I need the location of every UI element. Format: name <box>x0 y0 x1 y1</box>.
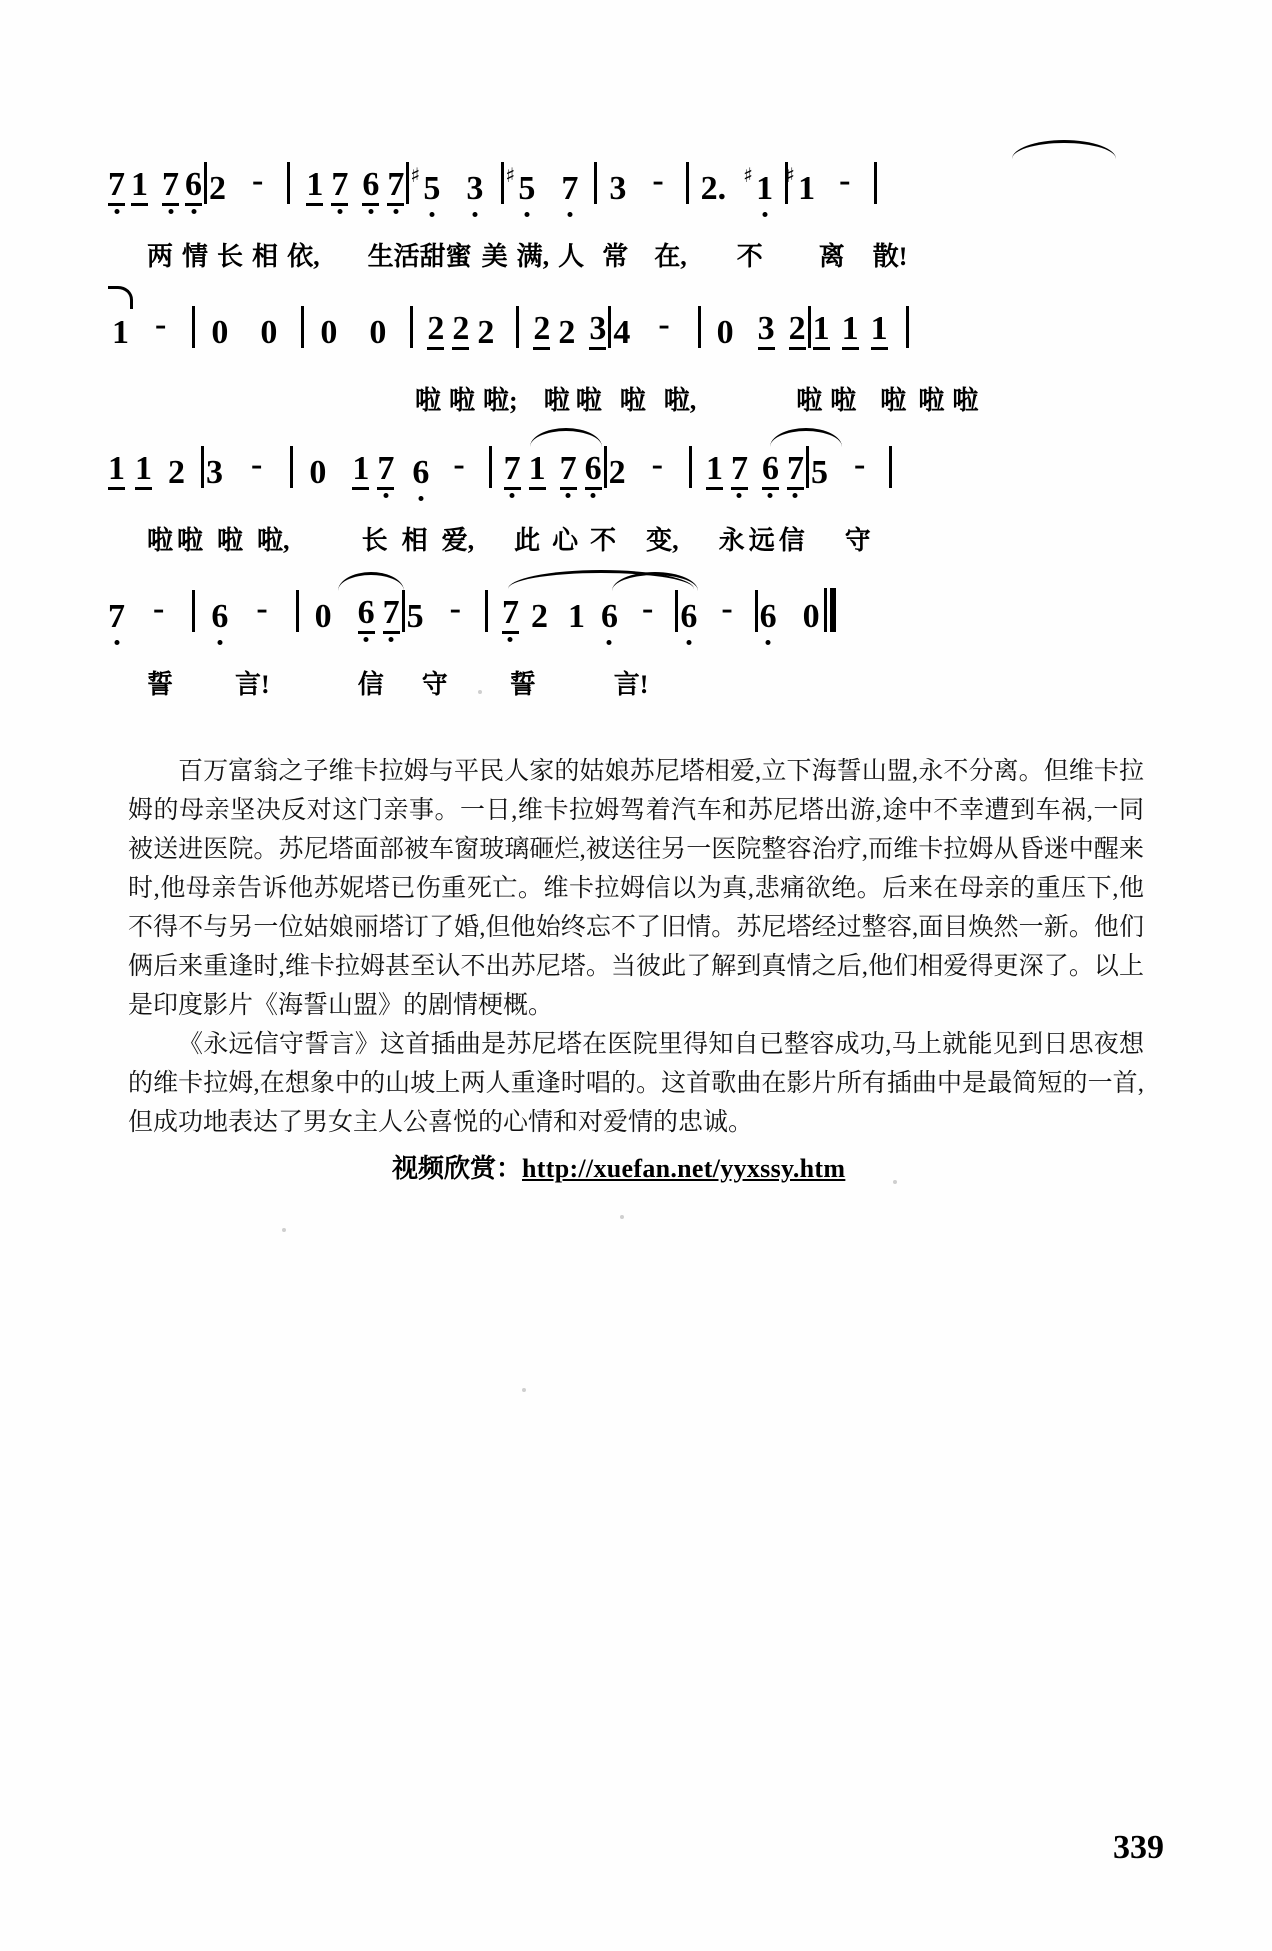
lyric-syllable: 啦 <box>415 386 442 415</box>
barline <box>201 446 204 488</box>
note: 0 <box>314 598 332 635</box>
note: 6 <box>357 594 375 631</box>
tie-slur <box>612 572 698 591</box>
note-dotted: 2. <box>700 170 727 207</box>
barline <box>402 590 405 632</box>
barline <box>516 306 519 348</box>
note: 1 <box>870 310 888 347</box>
lyric-syllable: 啦 <box>177 526 204 555</box>
music-system-4 <box>0 556 1272 699</box>
note: 2 <box>168 454 185 491</box>
note: 0 <box>369 314 387 351</box>
sharp-icon: ♯ <box>743 163 753 187</box>
note: 2 <box>427 310 445 347</box>
note: 7 <box>108 166 125 203</box>
lyric-syllable: 啦 <box>952 386 979 415</box>
note: 7 <box>559 450 577 487</box>
tie-slur <box>508 570 694 589</box>
lyric-syllable: 啦 <box>543 386 570 415</box>
note: 3 <box>466 170 484 207</box>
lyric-syllable: 言! <box>235 670 270 699</box>
lyric-syllable: 相 <box>401 526 428 555</box>
lyric-syllable: 不 <box>590 526 617 555</box>
lyric-syllable: 满, <box>516 242 550 271</box>
barline <box>689 446 692 488</box>
lyric-syllable: 蜜 <box>445 242 472 271</box>
note: 6 <box>759 598 777 635</box>
note: 1 <box>841 310 859 347</box>
barline <box>806 446 809 488</box>
lyric-syllable: 心 <box>552 526 579 555</box>
note-sustain: - <box>853 446 866 483</box>
lyric-syllable: 依, <box>287 242 320 271</box>
note: 6 <box>412 454 430 491</box>
note: 5 <box>518 170 536 207</box>
paragraph-2: 《永远信守誓言》这首插曲是苏尼塔在医院里得知自已整容成功,马上就能见到日思夜想的维卡拉姆,在想象中的山坡上两人重逢时唱的。这首歌曲在影片所有插曲中是最简短的一首,但成功地表达了男女主人公喜悦的心情和对爱情的忠诚。 <box>128 1031 1144 1136</box>
note: 0 <box>260 314 278 351</box>
music-system-3 <box>0 412 1272 555</box>
note: 6 <box>362 166 380 203</box>
note: 1 <box>528 450 546 487</box>
tie-slur <box>770 428 842 447</box>
lyric-syllable: 啦 <box>147 526 174 555</box>
note-sustain: - <box>155 306 167 343</box>
note: 2 <box>788 310 806 347</box>
lyric-syllable: 两 <box>147 242 174 271</box>
barline <box>485 590 488 632</box>
note: 2 <box>530 598 548 635</box>
staff-line-4 <box>0 556 1272 634</box>
note-sustain: - <box>652 162 664 199</box>
barline <box>906 306 909 348</box>
tie-slur <box>338 572 404 591</box>
scan-artifact <box>893 1180 897 1184</box>
note: 7 <box>730 450 748 487</box>
lyric-syllable: 啦 <box>830 386 857 415</box>
barline <box>287 162 290 204</box>
lyrics-line-4 <box>0 634 1272 699</box>
lyric-syllable: 誓 <box>509 670 536 699</box>
note: 7 <box>786 450 804 487</box>
note: 7 <box>108 598 125 635</box>
lyric-syllable: 信 <box>778 526 805 555</box>
video-url-link[interactable]: http://xuefan.net/yyxssy.htm <box>522 1154 846 1183</box>
barline <box>204 162 207 204</box>
note: 5 <box>406 598 424 635</box>
lyrics-line-3 <box>0 490 1272 555</box>
note: 7 <box>387 166 405 203</box>
lyric-syllable: 常 <box>602 242 629 271</box>
note: 2 <box>209 170 226 207</box>
barline <box>301 306 304 348</box>
lyric-syllable: 啦 <box>918 386 945 415</box>
staff-line-2 <box>0 272 1272 350</box>
barline <box>296 590 299 632</box>
lyric-syllable: 啦 <box>880 386 907 415</box>
note-sustain: - <box>251 446 263 483</box>
note: 3 <box>206 454 223 491</box>
lyric-syllable: 美 <box>481 242 508 271</box>
note: 0 <box>802 598 820 635</box>
note: 7 <box>162 166 179 203</box>
note-sustain: - <box>839 162 851 199</box>
lyric-syllable: 情 <box>182 242 209 271</box>
tie-slur <box>530 428 602 447</box>
note: 1 <box>112 314 129 351</box>
note: 3 <box>757 310 775 347</box>
lyric-syllable: 甜 <box>419 242 446 271</box>
lyric-syllable: 散! <box>872 242 908 271</box>
barline <box>192 306 195 348</box>
lyric-syllable: 爱, <box>441 526 475 555</box>
note: 0 <box>309 454 327 491</box>
lyric-syllable: 啦 <box>449 386 476 415</box>
barline <box>290 446 293 488</box>
note: 1 <box>108 450 125 487</box>
note: 2 <box>533 310 551 347</box>
note: 4 <box>613 314 631 351</box>
note-sustain: - <box>153 590 165 627</box>
staff-line-3 <box>0 412 1272 490</box>
barline <box>675 590 678 632</box>
note: 6 <box>584 450 602 487</box>
note: 6 <box>600 598 618 635</box>
video-label: 视频欣赏： <box>392 1154 523 1183</box>
lyric-syllable: 长 <box>361 526 388 555</box>
lyric-syllable: 信 <box>357 670 384 699</box>
lyric-syllable: 生 <box>367 242 394 271</box>
lyric-syllable: 相 <box>252 242 279 271</box>
page-number: 339 <box>1113 1829 1164 1866</box>
final-barline <box>824 588 836 632</box>
note: 7 <box>501 594 519 631</box>
lyric-syllable: 活 <box>393 242 420 271</box>
barline <box>192 590 195 632</box>
note: 6 <box>211 598 229 635</box>
barline <box>889 446 892 488</box>
barline <box>501 162 504 204</box>
note: 7 <box>382 594 400 631</box>
story-synopsis <box>128 752 1144 1142</box>
lyrics-line-2 <box>0 350 1272 415</box>
note-sustain: - <box>641 590 654 627</box>
lyric-syllable: 啦 <box>619 386 646 415</box>
barline <box>604 446 607 488</box>
scan-artifact <box>282 1228 286 1232</box>
lyric-syllable: 啦, <box>663 386 697 415</box>
lyric-syllable: 长 <box>217 242 244 271</box>
note-sustain: - <box>721 590 733 627</box>
lyric-syllable: 此 <box>514 526 541 555</box>
barline <box>874 162 877 204</box>
barline <box>698 306 701 348</box>
tie-slur <box>1012 140 1116 159</box>
staff-line-1 <box>0 128 1272 206</box>
sharp-icon: ♯ <box>505 163 516 187</box>
lyric-syllable: 变, <box>646 526 679 555</box>
note-sustain: - <box>449 590 461 627</box>
note: 7 <box>377 450 395 487</box>
scan-artifact <box>522 1388 526 1392</box>
note: 7 <box>503 450 521 487</box>
lyric-syllable: 啦 <box>217 526 244 555</box>
lyrics-line-1 <box>0 206 1272 271</box>
note: 0 <box>716 314 734 351</box>
note: 2 <box>477 314 495 351</box>
lyric-syllable: 守 <box>844 526 871 555</box>
lyric-syllable: 啦, <box>257 526 290 555</box>
note: 1 <box>135 450 152 487</box>
barline <box>594 162 597 204</box>
note: 1 <box>812 310 830 347</box>
note: 7 <box>331 166 349 203</box>
lyric-syllable: 守 <box>421 670 448 699</box>
note-sustain: - <box>453 446 465 483</box>
note: 5 <box>810 454 828 491</box>
lyric-syllable: 啦 <box>575 386 602 415</box>
barline <box>406 162 409 204</box>
music-system-2 <box>0 272 1272 415</box>
note-sustain: - <box>651 446 663 483</box>
lyric-syllable: 远 <box>748 526 775 555</box>
scan-artifact <box>478 690 482 694</box>
note: 2 <box>558 314 576 351</box>
note-sustain: - <box>256 590 268 627</box>
note: 1 <box>705 450 723 487</box>
note-sustain: - <box>658 306 670 343</box>
note: 5 <box>423 170 441 207</box>
note: 0 <box>211 314 229 351</box>
lyric-syllable: 永 <box>718 526 745 555</box>
lyric-syllable: 不 <box>736 242 763 271</box>
note: 0 <box>320 314 338 351</box>
note: 1 <box>756 170 774 207</box>
lyric-syllable: 言! <box>613 670 649 699</box>
barline <box>755 590 758 632</box>
lyric-syllable: 啦 <box>796 386 823 415</box>
note: 6 <box>185 166 202 203</box>
tie-hook <box>108 286 133 309</box>
lyric-syllable: 在, <box>654 242 687 271</box>
note: 6 <box>680 598 698 635</box>
music-system-1 <box>0 128 1272 271</box>
note: 1 <box>567 598 585 635</box>
sharp-icon: ♯ <box>410 163 421 187</box>
note-sustain: - <box>252 162 264 199</box>
note: 1 <box>352 450 370 487</box>
note: 7 <box>561 170 579 207</box>
barline <box>686 162 689 204</box>
note: 1 <box>131 166 148 203</box>
barline <box>608 306 611 348</box>
note: 1 <box>798 170 816 207</box>
barline <box>489 446 492 488</box>
note: 6 <box>761 450 779 487</box>
sharp-icon: ♯ <box>785 163 795 187</box>
lyric-syllable: 离 <box>818 242 845 271</box>
barline <box>410 306 413 348</box>
barline <box>808 306 811 348</box>
note: 3 <box>609 170 627 207</box>
lyric-syllable: 人 <box>558 242 585 271</box>
note: 2 <box>452 310 470 347</box>
note: 2 <box>608 454 626 491</box>
video-link-row <box>392 1148 845 1185</box>
paragraph-1: 百万富翁之子维卡拉姆与平民人家的姑娘苏尼塔相爱,立下海誓山盟,永不分离。但维卡拉姆的母亲坚决反对这门亲事。一日,维卡拉姆驾着汽车和苏尼塔出游,途中不幸遭到车祸,一同被送进医院。苏尼塔面部被车窗玻璃砸烂,被送往另一医院整容治疗,而维卡拉姆从昏迷中醒来时,他母亲告诉他苏妮塔已伤重死亡。维卡拉姆信以为真,悲痛欲绝。后来在母亲的重压下,他不得不与另一位姑娘丽塔订了婚,但他始终忘不了旧情。苏尼塔经过整容,面目焕然一新。他们俩后来重逢时,维卡拉姆甚至认不出苏尼塔。当彼此了解到真情之后,他们相爱得更深了。以上是印度影片《海誓山盟》的剧情梗概。 <box>128 758 1144 1019</box>
scan-artifact <box>620 1215 624 1219</box>
note: 3 <box>589 310 607 347</box>
lyric-syllable: 誓 <box>147 670 174 699</box>
note: 1 <box>306 166 324 203</box>
lyric-syllable: 啦; <box>483 386 518 415</box>
